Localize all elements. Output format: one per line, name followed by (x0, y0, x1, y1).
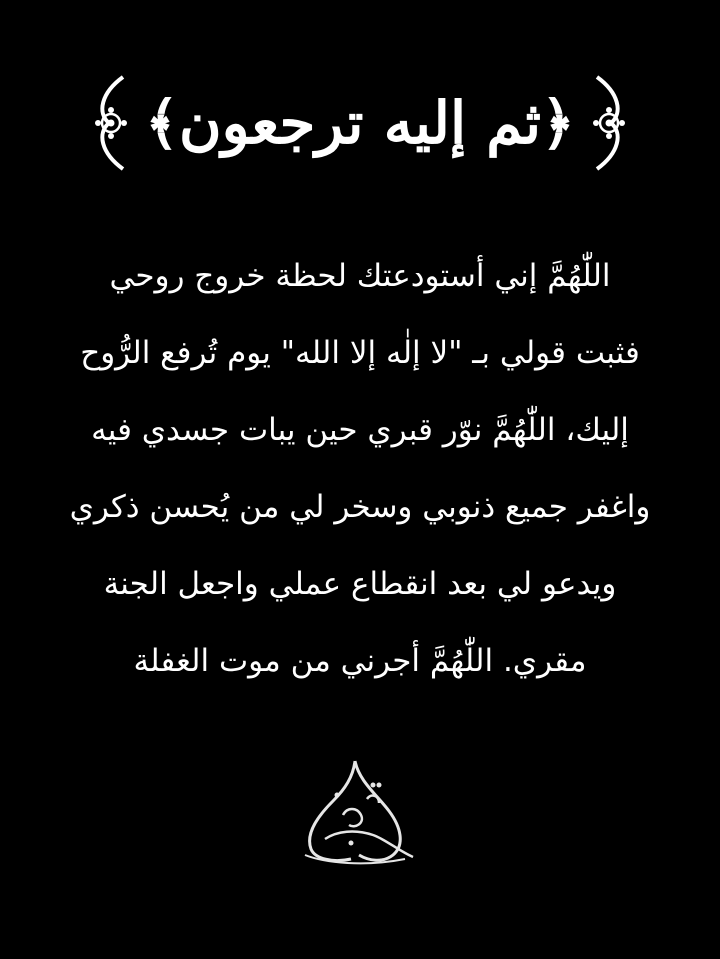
calligraphy-signature-icon (285, 755, 425, 870)
prayer-line: مقري. اللّٰهُمَّ أجرني من موت الغفلة (133, 643, 587, 679)
prayer-line: إليك، اللّٰهُمَّ نوّر قبري حين يبات جسدي فيه (91, 412, 629, 448)
prayer-text (40, 238, 680, 700)
right-ornament-icon (585, 73, 637, 173)
header (0, 58, 720, 188)
title-group (83, 73, 637, 173)
prayer-line: واغفر جميع ذنوبي وسخر لي من يُحسن ذكري (69, 489, 651, 525)
prayer-line: ويدعو لي بعد انقطاع عملي واجعل الجنة (103, 566, 617, 602)
prayer-line: اللّٰهُمَّ إني أستودعتك لحظة خروج روحي (109, 258, 611, 294)
left-ornament-icon (83, 73, 135, 173)
prayer-line: فثبت قولي بـ "لا إلٰه إلا الله" يوم تُرفع الرُّوح (80, 335, 640, 371)
page-title: ﴿ثم إليه ترجعون﴾ (144, 89, 575, 157)
